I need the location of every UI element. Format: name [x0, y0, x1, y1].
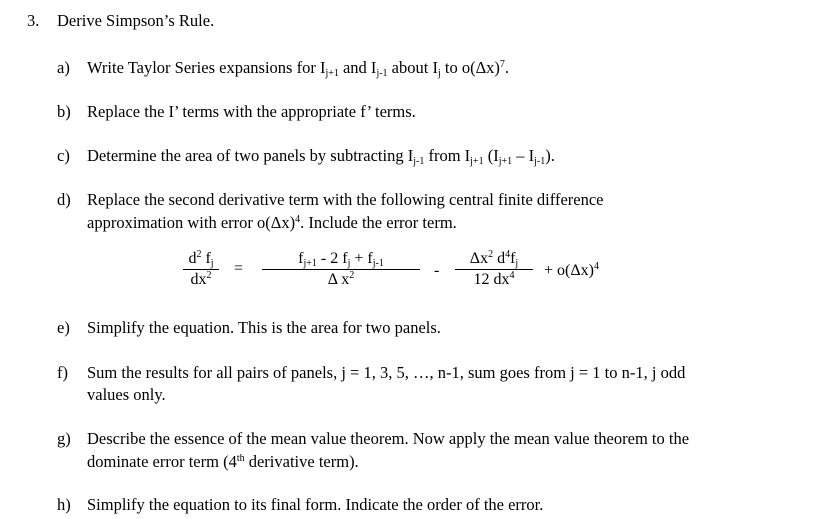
item-h-text: Simplify the equation to its final form. Indicate the order of the error. [87, 495, 544, 514]
item-a-text: Write Taylor Series expansions for $I_{j+1}$ and $I_{j-1}$ about $I_j$ to $o(\Delta x)^7$. [87, 58, 510, 79]
item-a-label: a) [57, 58, 70, 77]
item-f-label: f) [57, 363, 68, 382]
lhs-numerator: $d^2$ $f_j$ [188, 249, 214, 269]
rhs-fraction [262, 250, 420, 289]
error-denominator: 12 $dx^4$ [473, 270, 515, 288]
rhs-denominator: Δ $x^2$ [327, 270, 355, 288]
minus-sign: - [434, 262, 440, 279]
item-d-label: d) [57, 190, 71, 209]
order-term: + $o(\Delta x)^4$ [544, 261, 599, 279]
lhs-denominator: $dx^2$ [190, 270, 212, 288]
error-numerator: $\Delta x^2$ $d^4f_j$ [469, 249, 519, 269]
problem-number: 3. [27, 11, 40, 30]
item-d-line2: approximation with error $o(\Delta x)^4$. Include the error term. [87, 213, 457, 232]
item-e-label: e) [57, 318, 70, 337]
problem-title: Derive Simpson’s Rule. [57, 11, 215, 30]
item-g-line2: dominate error term (4th derivative term). [87, 452, 359, 471]
item-b-text: Replace the I’ terms with the appropriate f’ terms. [87, 102, 416, 121]
equals-sign: = [234, 260, 244, 277]
item-c-text: Determine the area of two panels by subtracting $I_{j-1}$ from $I_{j+1}$ $(I_{j+1} - I_{j-1})$. [87, 146, 555, 167]
item-g-line1: Describe the essence of the mean value theorem. Now apply the mean value theorem to the [87, 429, 690, 448]
item-b-label: b) [57, 102, 71, 121]
item-f-line1: Sum the results for all pairs of panels, j = 1, 3, 5, …, n-1, sum goes from j = 1 to n-1, j odd [87, 363, 686, 382]
lhs-fraction [183, 250, 219, 289]
item-e-text: Simplify the equation. This is the area for two panels. [87, 318, 441, 337]
item-g-label: g) [57, 429, 71, 448]
rhs-numerator: $f_{j+1} - 2$ $f_j + f_{j-1}$ [298, 250, 384, 269]
error-fraction [455, 250, 533, 289]
item-c-label: c) [57, 146, 70, 165]
item-f-line2: values only. [87, 385, 166, 404]
item-h-label: h) [57, 495, 71, 514]
item-d-line1: Replace the second derivative term with the following central finite difference [87, 190, 604, 209]
